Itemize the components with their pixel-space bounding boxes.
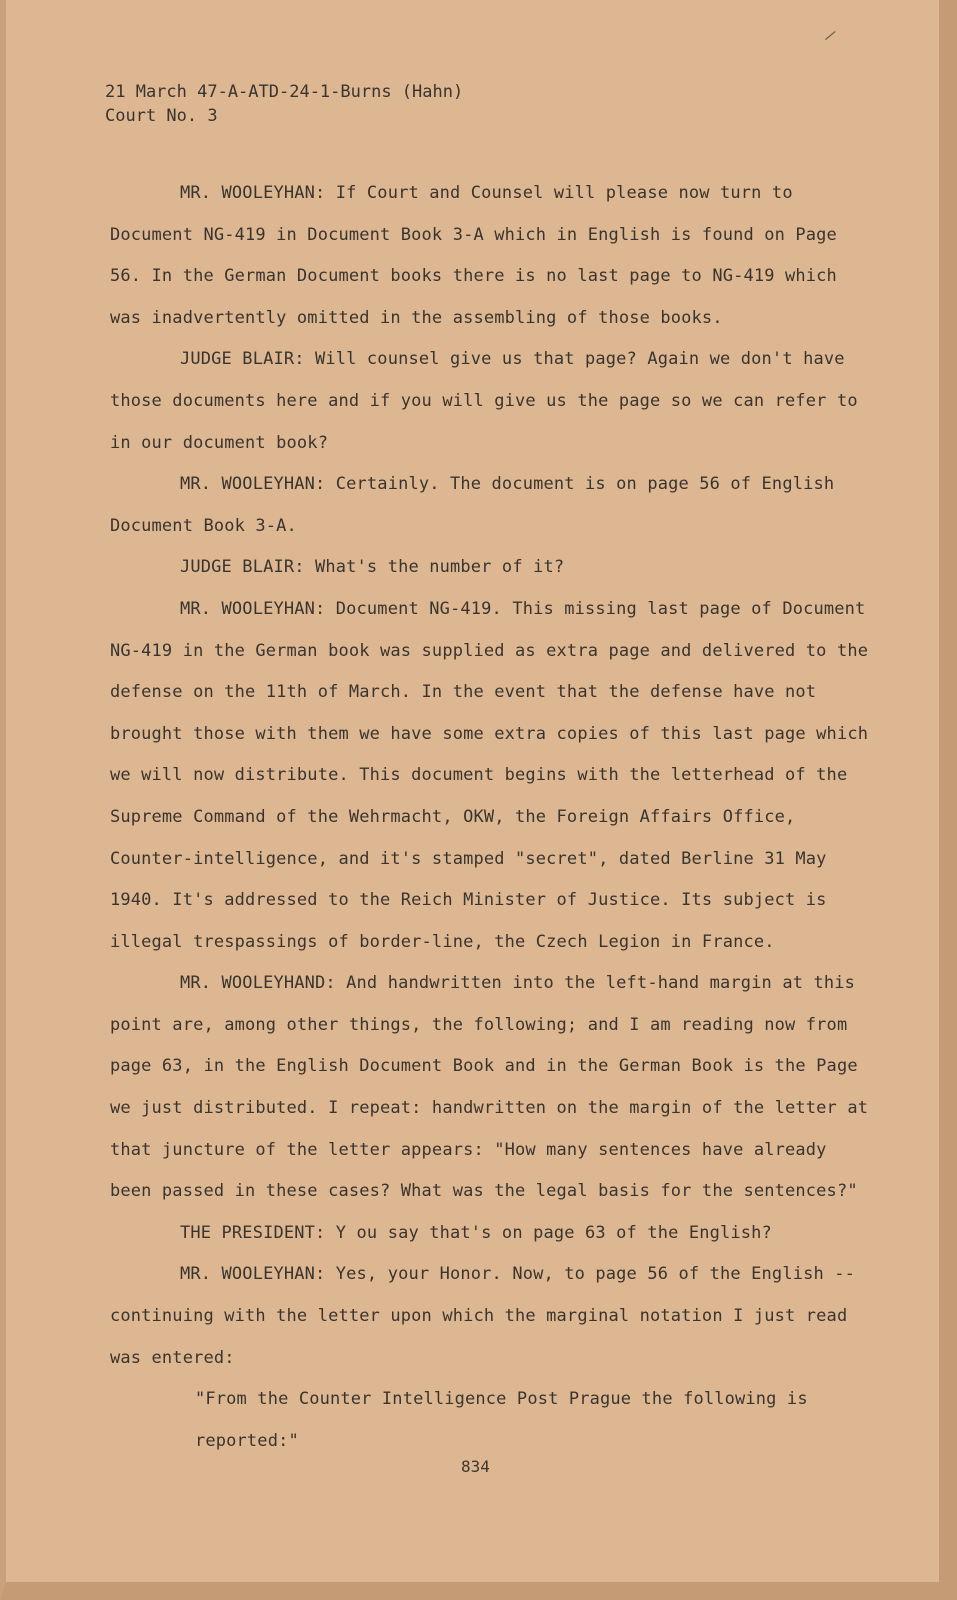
paragraph-5: MR. WOOLEYHAN: Document NG-419. This missing last page of Document NG-419 in the German book was supplied as extra page and delivered to the defense on the 11th of March. In the event that the defense have not brought those with them we have some extra copies of this last page which we will now distribute. This document begins with the letterhead of the Supreme Command of the Wehrmacht, OKW, the Foreign Affairs Office, Counter-intelligence, and it's stamped "secret", dated Berline 31 May 1940. It's addressed to the Reich Minister of Justice. Its subject is illegal trespassings of border-line, the Czech Legion in France. xyxy=(110,598,869,952)
paragraph-3: MR. WOOLEYHAN: Certainly. The document is on page 56 of English Document Book 3-A. xyxy=(110,474,835,536)
document-header xyxy=(105,80,463,128)
header-line-1: 21 March 47-A-ATD-24-1-Burns (Hahn) xyxy=(105,82,464,102)
quoted-report: "From the Counter Intelligence Post Prague the following is reported:" xyxy=(195,1389,808,1451)
paragraph-8: MR. WOOLEYHAN: Yes, your Honor. Now, to page 56 of the English -- continuing with the letter upon which the marginal notation I just read was entered: xyxy=(110,1264,856,1368)
corner-mark: / xyxy=(823,26,838,46)
page-number: 834 xyxy=(461,1457,490,1476)
header-line-2: Court No. 3 xyxy=(105,106,218,126)
paragraph-4: JUDGE BLAIR: What's the number of it? xyxy=(180,557,565,578)
paragraph-6: MR. WOOLEYHAND: And handwritten into the left-hand margin at this point are, among other things, the following; and I am reading now from page 63, in the English Document Book and in the German Book is the Page we just distributed. I repeat: handwritten on the margin of the letter at that juncture of the letter appears: "How many sentences have already been passed in these cases? What was the legal basis for the sentences?" xyxy=(110,973,869,1202)
paragraph-7: THE PRESIDENT: Y ou say that's on page 63 of the English? xyxy=(180,1222,772,1243)
paragraph-2: JUDGE BLAIR: Will counsel give us that page? Again we don't have those documents here and if you will give us the page so we can refer to in our document book? xyxy=(110,349,858,453)
transcript-body xyxy=(110,173,870,1462)
paragraph-1: MR. WOOLEYHAN: If Court and Counsel will please now turn to Document NG-419 in Document Book 3-A which in English is found on Page 56. In the German Document books there is no last page to NG-419 which was inadvertently omitted in the assembling of those books. xyxy=(110,183,837,328)
